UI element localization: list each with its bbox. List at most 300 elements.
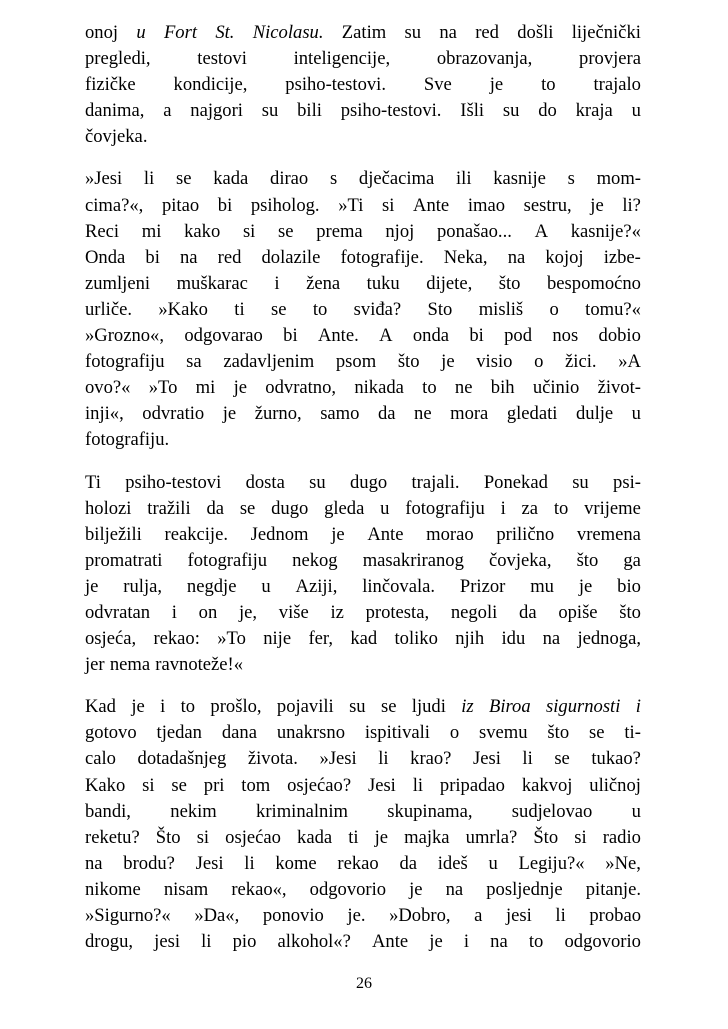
- text-line: [85, 470, 641, 496]
- word: Aziji,: [295, 575, 338, 597]
- word: nema: [109, 654, 151, 676]
- word: si: [382, 194, 395, 216]
- word: li?: [622, 194, 641, 216]
- word: su: [572, 471, 589, 493]
- word: fotografiju: [187, 549, 268, 571]
- word: kriminalnim: [256, 800, 348, 822]
- word: njih: [455, 628, 485, 650]
- text-line: [85, 98, 641, 124]
- word: si: [574, 826, 587, 848]
- word: »Ne,: [605, 852, 641, 874]
- word: ljudi: [411, 696, 446, 718]
- word: su: [349, 696, 366, 718]
- word: inteligencije,: [293, 48, 391, 70]
- word: što: [498, 272, 521, 294]
- word: bi: [283, 325, 298, 347]
- word: bespomoćno: [546, 272, 641, 294]
- word: kada: [297, 826, 333, 848]
- word: onoj: [85, 22, 119, 43]
- word: je,: [238, 601, 258, 623]
- word: pripadao: [439, 774, 505, 796]
- word: i: [171, 601, 177, 623]
- word: li: [522, 748, 533, 770]
- word: onda: [412, 325, 449, 347]
- word: Jesi: [367, 774, 396, 796]
- word: ideš: [437, 852, 468, 874]
- text-line: [85, 323, 641, 349]
- word: odgovorio: [564, 931, 641, 953]
- word: nikada: [354, 377, 404, 399]
- word: pri: [203, 774, 225, 796]
- word: je: [409, 878, 423, 900]
- word: negoli: [450, 601, 498, 623]
- word: kraja: [575, 100, 613, 122]
- word: ne: [414, 403, 432, 425]
- word: u: [261, 575, 271, 597]
- word: samo: [320, 403, 360, 425]
- word: je: [374, 826, 389, 848]
- word: gledati: [506, 403, 558, 425]
- word: žena: [306, 272, 341, 294]
- word: dječacima: [358, 168, 435, 190]
- word: nije: [263, 628, 292, 650]
- word: rekao:: [153, 628, 200, 650]
- word: holozi: [85, 497, 132, 519]
- word: ili: [456, 168, 472, 190]
- word: odvratan: [85, 601, 151, 623]
- word: Nicolasu.: [252, 22, 324, 43]
- word: negdje: [186, 575, 237, 597]
- word: fotografiju: [85, 351, 165, 373]
- word: linčovala.: [362, 575, 436, 597]
- word: gotovo: [85, 722, 137, 744]
- word: si: [196, 826, 210, 848]
- word: kad: [350, 628, 378, 650]
- text-line: [85, 401, 641, 427]
- word: jesi: [506, 905, 532, 926]
- word: života.: [247, 748, 298, 770]
- word: pojavili: [276, 696, 334, 718]
- text-line: [85, 349, 641, 375]
- word: protesta,: [365, 601, 430, 623]
- text-line: [85, 193, 641, 219]
- word: na: [179, 246, 198, 268]
- word: je: [131, 696, 145, 718]
- word: cima?«,: [85, 194, 144, 216]
- word: to: [541, 74, 556, 96]
- word: Prizor: [459, 575, 506, 597]
- word: li: [378, 748, 389, 770]
- text-line: [85, 574, 641, 600]
- word: li: [412, 774, 424, 796]
- word: to: [528, 931, 544, 953]
- word: fotografiju: [405, 497, 485, 519]
- word: se: [239, 497, 256, 519]
- text-line: [85, 375, 641, 401]
- word: vrijeme: [584, 497, 641, 519]
- word: mom-: [596, 168, 641, 190]
- word: to: [312, 298, 328, 320]
- word: ponovio: [262, 905, 324, 926]
- word: nisam: [163, 878, 209, 900]
- text-line: [85, 427, 641, 453]
- word: Ante: [413, 194, 450, 216]
- word: rekao«,: [231, 878, 287, 900]
- text-line: [85, 20, 641, 46]
- word: pitao: [161, 194, 200, 216]
- word: čovjeka,: [489, 549, 552, 571]
- word: probao: [589, 905, 641, 926]
- word: kojoj: [545, 246, 584, 268]
- word: masakriranog: [362, 549, 464, 571]
- word: bandi,: [85, 800, 131, 822]
- word: kondicije,: [173, 74, 248, 96]
- text-line: [85, 626, 641, 652]
- word: krao?: [410, 748, 452, 770]
- text-line: [85, 903, 641, 929]
- word: pio: [232, 931, 257, 953]
- word: Ante.: [317, 325, 359, 347]
- word: tukao?: [591, 748, 641, 770]
- word: nos: [552, 325, 579, 347]
- text-line: [85, 694, 641, 720]
- book-page: [85, 20, 641, 971]
- word: što: [619, 601, 641, 623]
- word: »Jesi: [319, 748, 357, 770]
- word: unakrsno: [276, 722, 345, 744]
- word: »Sigurno?«: [85, 905, 171, 926]
- word: je: [441, 351, 455, 373]
- word: mi: [195, 377, 216, 399]
- word: pod: [504, 325, 533, 347]
- word: bili: [297, 100, 322, 122]
- word: li: [143, 168, 155, 190]
- word: na: [445, 878, 464, 900]
- word: dugo: [350, 471, 388, 493]
- word: jer: [85, 654, 105, 676]
- word: Išli: [460, 100, 485, 122]
- word: kasnije: [493, 168, 546, 190]
- word: o: [449, 722, 460, 744]
- word: tuku: [366, 272, 400, 294]
- word: svemu: [479, 722, 528, 744]
- word: i: [274, 272, 280, 294]
- word: Ponekad: [483, 471, 548, 493]
- word: fizičke: [85, 74, 136, 96]
- word: kakvoj: [521, 774, 573, 796]
- word: iz: [330, 601, 344, 623]
- word: opiše: [558, 601, 598, 623]
- word: posljednje: [486, 878, 563, 900]
- word: drogu,: [85, 931, 134, 953]
- text-line: [85, 652, 641, 678]
- word: ovo?«: [85, 377, 131, 399]
- word: kada: [213, 168, 249, 190]
- text-line: [85, 219, 641, 245]
- word: se: [589, 722, 605, 744]
- word: nekog: [292, 549, 338, 571]
- word: Biroa: [488, 696, 531, 718]
- word: Što: [533, 826, 559, 848]
- word: žurno,: [254, 403, 302, 425]
- word: testovi: [197, 48, 247, 70]
- word: bilježili: [85, 523, 142, 545]
- word: što: [576, 549, 599, 571]
- word: je.: [347, 905, 366, 926]
- word: »A: [618, 351, 641, 373]
- word: idu: [501, 628, 526, 650]
- word: mu: [530, 575, 554, 597]
- word: sigurnosti: [546, 696, 621, 718]
- word: je: [233, 377, 248, 399]
- word: na: [542, 628, 561, 650]
- word: u: [380, 497, 390, 519]
- word: u: [631, 100, 641, 122]
- word: odvratio: [142, 403, 205, 425]
- word: Zatim: [341, 22, 387, 43]
- word: A: [379, 325, 393, 347]
- word: morao: [426, 523, 474, 545]
- word: dirao: [270, 168, 309, 190]
- word: Ante: [367, 523, 404, 545]
- word: Kad: [85, 696, 116, 718]
- word: Ante: [372, 931, 409, 953]
- word: bio: [617, 575, 641, 597]
- word: je: [578, 575, 593, 597]
- text-line: [85, 46, 641, 72]
- word: kome: [275, 852, 317, 874]
- word: Neka,: [443, 246, 488, 268]
- word: je: [222, 403, 237, 425]
- word: se: [554, 748, 570, 770]
- word: Fort: [163, 22, 198, 43]
- text-line: [85, 746, 641, 772]
- word: u: [631, 403, 641, 425]
- word: to: [180, 696, 196, 718]
- word: je: [85, 575, 99, 597]
- word: trajali.: [411, 471, 460, 493]
- word: li: [244, 852, 255, 874]
- word: Jesi: [195, 852, 224, 874]
- word: Jesi: [472, 748, 501, 770]
- word: dotadašnjeg: [137, 748, 227, 770]
- word: psiho-testovi.: [285, 74, 386, 96]
- word: »Ti: [338, 194, 364, 216]
- word: odvratno,: [265, 377, 337, 399]
- text-line: [85, 799, 641, 825]
- word: psiholog.: [250, 194, 320, 216]
- word: Sve: [423, 74, 452, 96]
- word: umrla?: [465, 826, 518, 848]
- word: je: [489, 74, 504, 96]
- word: što: [547, 722, 570, 744]
- word: liječnički: [571, 22, 641, 43]
- word: došli: [517, 22, 554, 43]
- text-line: [85, 522, 641, 548]
- word: iz: [461, 696, 474, 718]
- word: odgovarao: [184, 325, 263, 347]
- word: dulje: [575, 403, 614, 425]
- word: se: [171, 774, 187, 796]
- word: prilično: [496, 523, 555, 545]
- word: jesi: [154, 931, 180, 953]
- word: fer,: [308, 628, 333, 650]
- word: sestru,: [523, 194, 572, 216]
- word: uličnoj: [589, 774, 641, 796]
- word: na: [490, 931, 508, 953]
- word: život-: [597, 377, 641, 399]
- word: psiho-testovi.: [340, 100, 442, 122]
- word: da: [377, 403, 396, 425]
- word: mi: [141, 220, 162, 242]
- word: i: [635, 696, 641, 718]
- word: tom: [241, 774, 271, 796]
- word: li: [201, 931, 212, 953]
- word: je: [331, 523, 345, 545]
- word: St.: [215, 22, 235, 43]
- text-line: [85, 877, 641, 903]
- word: su: [502, 100, 520, 122]
- word: Onda: [85, 246, 126, 268]
- word: na: [85, 852, 103, 874]
- word: je: [590, 194, 604, 216]
- word: jednoga,: [577, 628, 641, 650]
- word: za: [521, 497, 539, 519]
- word: majka: [404, 826, 450, 848]
- word: sudjelovao: [511, 800, 593, 822]
- body-text: [85, 20, 641, 955]
- word: dobio: [598, 325, 641, 347]
- word: u: [631, 800, 641, 822]
- word: promatrati: [85, 549, 163, 571]
- word: u: [136, 22, 146, 43]
- word: su: [404, 22, 422, 43]
- word: tjedan: [156, 722, 202, 744]
- word: trajalo: [593, 74, 641, 96]
- word: zumljeni: [85, 272, 151, 294]
- word: imao: [467, 194, 505, 216]
- word: se: [278, 220, 294, 242]
- word: alkohol«?: [277, 931, 351, 953]
- word: ti-: [624, 722, 641, 744]
- word: i: [160, 696, 166, 718]
- text-line: [85, 548, 641, 574]
- word: s: [567, 168, 575, 190]
- word: osjećao: [225, 826, 281, 848]
- text-line: [85, 600, 641, 626]
- word: izbe-: [603, 246, 641, 268]
- word: si: [142, 774, 155, 796]
- word: provjera: [579, 48, 641, 70]
- word: i: [463, 931, 470, 953]
- word: dijete,: [426, 272, 473, 294]
- word: o: [549, 298, 559, 320]
- word: Kako: [85, 774, 126, 796]
- word: prema: [316, 220, 363, 242]
- word: bih: [490, 377, 515, 399]
- word: u: [488, 852, 498, 874]
- word: Što: [155, 826, 181, 848]
- word: red: [475, 22, 499, 43]
- word: »Kako: [158, 298, 208, 320]
- text-line: [85, 851, 641, 877]
- word: toliko: [394, 628, 438, 650]
- word: više: [278, 601, 309, 623]
- word: to: [553, 497, 569, 519]
- word: »Da«,: [194, 905, 240, 926]
- word: urliče.: [85, 298, 132, 320]
- word: ti: [234, 298, 245, 320]
- word: do: [538, 100, 557, 122]
- word: se: [380, 696, 397, 718]
- word: reketu?: [85, 826, 140, 848]
- word: što: [397, 351, 420, 373]
- word: Reci: [85, 220, 120, 242]
- word: A: [534, 220, 548, 242]
- text-line: [85, 245, 641, 271]
- word: »Jesi: [85, 168, 123, 190]
- word: na: [507, 246, 526, 268]
- word: dolazile: [261, 246, 321, 268]
- word: reakcije.: [164, 523, 228, 545]
- word: si: [242, 220, 256, 242]
- word: dugo: [271, 497, 309, 519]
- word: sviđa?: [353, 298, 402, 320]
- word: na: [439, 22, 457, 43]
- word: pregledi,: [85, 48, 151, 70]
- word: kako: [184, 220, 221, 242]
- word: žici.: [565, 351, 597, 373]
- word: »Grozno«,: [85, 325, 165, 347]
- word: je: [429, 931, 443, 953]
- word: obrazovanja,: [436, 48, 533, 70]
- word: bi: [469, 325, 484, 347]
- word: Legiju?«: [518, 852, 585, 874]
- word: najgori: [190, 100, 243, 122]
- word: inji«,: [85, 403, 124, 425]
- word: rulja,: [123, 575, 163, 597]
- word: mora: [450, 403, 489, 425]
- word: osjeća,: [85, 628, 137, 650]
- word: »To: [217, 628, 246, 650]
- word: on: [198, 601, 218, 623]
- text-line: [85, 773, 641, 799]
- word: bi: [217, 194, 233, 216]
- word: su: [261, 100, 279, 122]
- text-line: [85, 72, 641, 98]
- text-line: [85, 297, 641, 323]
- word: se: [175, 168, 192, 190]
- word: »To: [148, 377, 178, 399]
- word: da: [399, 852, 418, 874]
- word: fotografije.: [340, 246, 424, 268]
- word: red: [217, 246, 242, 268]
- word: ravnoteže!«: [155, 654, 244, 676]
- page-number: 26: [356, 975, 372, 992]
- word: dana: [221, 722, 257, 744]
- word: Jednom: [250, 523, 309, 545]
- word: gleda: [324, 497, 365, 519]
- word: kasnije?«: [570, 220, 641, 242]
- word: njoj: [385, 220, 415, 242]
- paragraph: [85, 20, 641, 150]
- word: fotografiju.: [85, 429, 170, 451]
- word: učinio: [532, 377, 580, 399]
- word: čovjeka.: [85, 126, 148, 148]
- word: nekim: [170, 800, 217, 822]
- word: misliš: [478, 298, 524, 320]
- word: calo: [85, 748, 116, 770]
